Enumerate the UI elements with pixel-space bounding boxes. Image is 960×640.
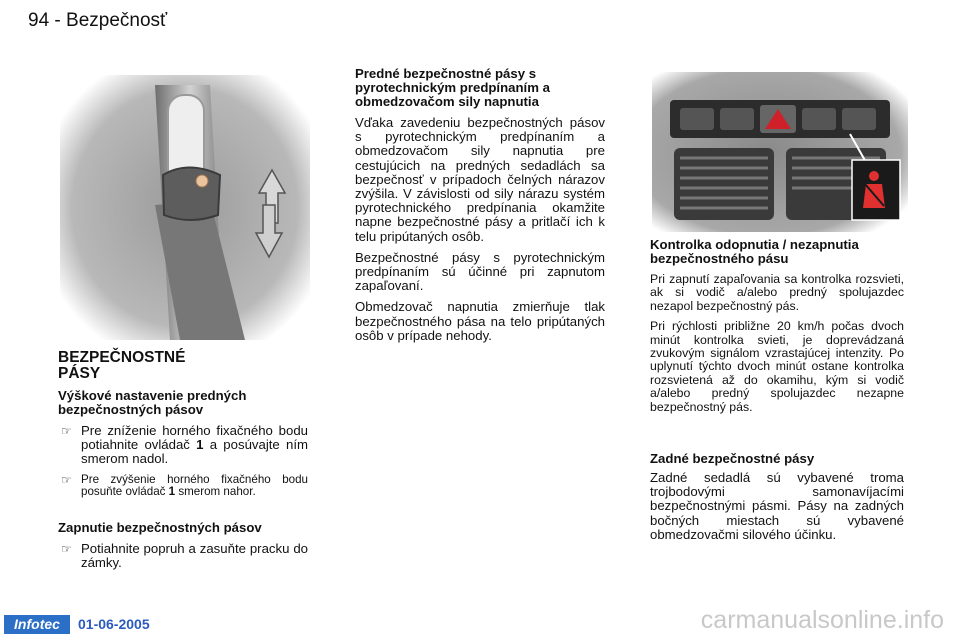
section-heading-line1: BEZPEČNOSTNÉ bbox=[58, 349, 186, 366]
pretensioner-paragraph-1: Vďaka zavedeniu bezpečnostných pásov s pyrotechnickým predpínaním a obmedzovačom sily napnutia pre cestujúcich na predných sedadlách sa bezpečnosť v prípadoch čelných nárazov zvýšila. V závislosti od sily nárazu systém pyrotechnického predpínania okamžite napne bezpečnostné pásy a pritlačí ich k telu pripútaných osôb. bbox=[355, 115, 605, 244]
warning-lamp-paragraph-2: Pri rýchlosti približne 20 km/h počas dvoch minút kontrolka svieti, je doprevádzaná zvukovým signálom vzrastajúcej intenzity. Po uplynutí týchto dvoch minút ostane kontrolka rozsvietená až do okamihu, kým si vodič a/alebo predný spolujazdec nezapne bezpečnostný pás. bbox=[650, 319, 904, 414]
seatbelt-adjuster-photo bbox=[60, 75, 310, 340]
bullet-raise-text: Pre zvýšenie horného fixačného bodu posuňte ovládač bbox=[81, 472, 308, 499]
warning-lamp-heading: Kontrolka odopnutia / nezapnutia bezpečnostného pásu bbox=[650, 237, 859, 266]
pointing-hand-icon: ☞ bbox=[61, 542, 72, 557]
rear-belts-paragraph: Zadné sedadlá sú vybavené troma trojbodovými samonavíjacími bezpečnostnými pásmi. Pásy na zadných bočných miestach sú vybavené obmedzovačmi silového účinku. bbox=[650, 470, 904, 542]
infotec-logo: Infotec bbox=[4, 615, 70, 634]
rear-belts-heading: Zadné bezpečnostné pásy bbox=[650, 451, 815, 467]
pointing-hand-icon: ☞ bbox=[61, 424, 72, 438]
seatbelt-adjuster-illustration bbox=[60, 75, 310, 340]
column-middle bbox=[355, 67, 605, 350]
control-number: 1 bbox=[196, 437, 204, 453]
bullet-raise bbox=[58, 474, 308, 500]
pretensioner-paragraph-2: Bezpečnostné pásy s pyrotechnickým predpínaním sú účinné pri zapnutom zapaľovaní. bbox=[355, 249, 605, 294]
bullet-raise-text-end: smerom nahor. bbox=[175, 485, 256, 499]
section-heading-line2: PÁSY bbox=[58, 365, 101, 382]
bullet-lower-text: Pre zníženie horného fixačného bodu potiahnite ovládač bbox=[81, 423, 308, 453]
pretensioner-paragraph-3: Obmedzovač napnutia zmierňuje tlak bezpečnostného pása na telo pripútaných osôb v prípade nehody. bbox=[355, 299, 605, 343]
section-title: Bezpečnosť bbox=[66, 10, 168, 31]
pointing-hand-icon: ☞ bbox=[61, 472, 72, 487]
watermark: carmanualsonline.info bbox=[700, 606, 944, 634]
bullet-lower bbox=[58, 424, 308, 467]
header-separator: - bbox=[54, 10, 61, 31]
section-heading bbox=[58, 350, 308, 382]
warning-lamp-paragraph-1: Pri zapnutí zapaľovania sa kontrolka rozsvieti, ak si vodič a/alebo predný spolujazdec nezapol bezpečnostný pás. bbox=[650, 272, 904, 313]
bullet-fasten bbox=[58, 542, 308, 570]
control-number: 1 bbox=[168, 485, 176, 499]
page-header bbox=[28, 10, 167, 32]
dashboard-illustration bbox=[652, 72, 908, 232]
column-right bbox=[650, 238, 904, 549]
bullet-lower-text-end: a posúvajte ním smerom nadol. bbox=[81, 437, 308, 467]
height-adjust-heading: Výškové nastavenie predných bezpečnostných pásov bbox=[58, 388, 247, 417]
page-number: 94 bbox=[28, 10, 50, 31]
bullet-fasten-text: Potiahnite popruh a zasuňte pracku do zámky. bbox=[81, 541, 308, 571]
pretensioner-heading: Predné bezpečnostné pásy s pyrotechnickým predpínaním a obmedzovačom sily napnutia bbox=[355, 66, 550, 109]
column-left bbox=[58, 350, 308, 578]
footer-date: 01-06-2005 bbox=[78, 616, 150, 632]
dashboard-warning-photo bbox=[652, 72, 908, 232]
fasten-heading: Zapnutie bezpečnostných pásov bbox=[58, 520, 262, 536]
